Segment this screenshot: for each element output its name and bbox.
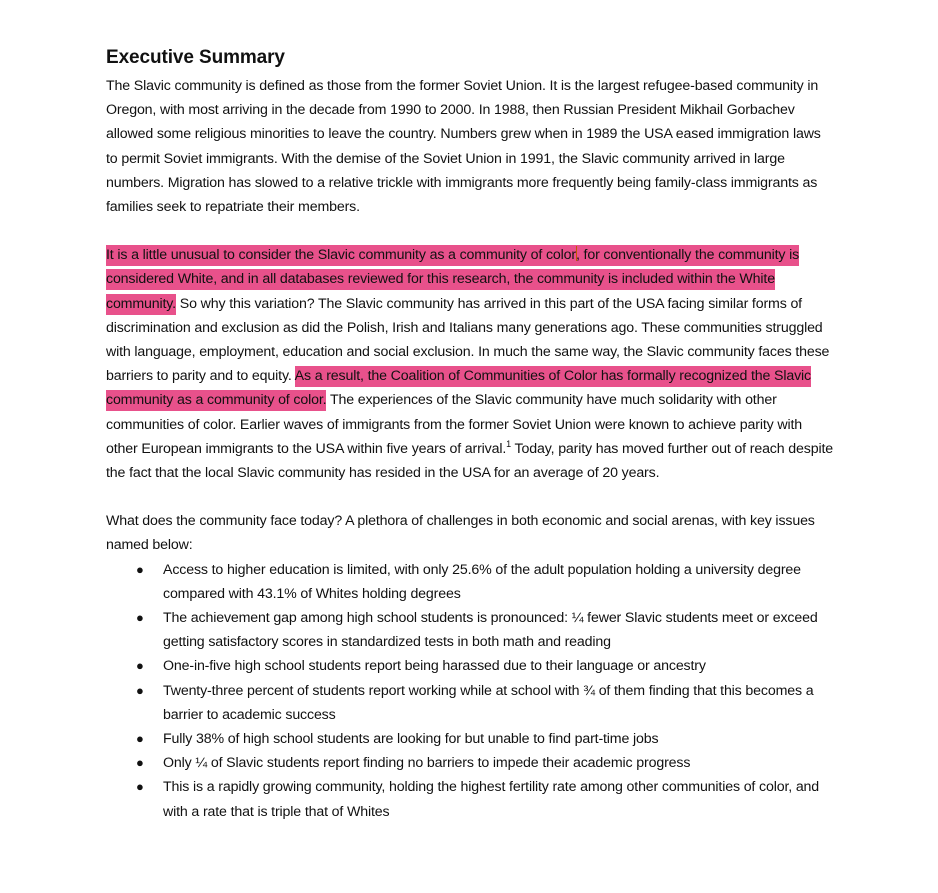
bullet-icon: ● [136,561,144,577]
paragraph-gap [106,219,834,243]
highlight-1-text-a: It is a little unusual to consider the Slavic community as a community of colo [106,247,572,264]
bullet-icon: ● [136,682,144,698]
list-item[interactable] [106,751,834,775]
paragraph-challenges[interactable]: What does the community face today? A plethora of challenges in both economic and social arenas, with key issues named below: [106,513,815,554]
list-item-text: Fully 38% of high school students are looking for but unable to find part-time jobs [163,731,659,748]
paragraph-gap [106,485,834,509]
list-item[interactable] [106,775,834,823]
bullet-icon: ● [136,779,144,795]
list-item-text: Twenty-three percent of students report working while at school with ¾ of them finding that this becomes a barrier to academic success [163,682,814,723]
bullet-icon: ● [136,731,144,747]
list-item-text: One-in-five high school students report being harassed due to their language or ancestry [163,658,706,675]
bullet-icon: ● [136,658,144,674]
paragraph-intro[interactable]: The Slavic community is defined as those from the former Soviet Union. It is the largest refugee-based community in Oregon, with most arriving in the decade from 1990 to 2000. In 1988, then Russian President Mikhail Gorbachev allowed some religious minorities to leave the country. Numbers grew when in 1989 the USA eased immigration laws to permit Soviet immigrants. With the demise of the Soviet Union in 1991, the Slavic community arrived in large numbers. Migration has slowed to a relative trickle with immigrants more frequently being family-class immigrants as families seek to repatriate their members. [106,78,821,216]
bullet-icon: ● [136,610,144,626]
document-page [106,45,834,824]
bullet-icon: ● [136,755,144,771]
paragraph-text-2: The experiences of the Slavic community have much solidarity with other communities of color. Earlier waves of immigrants from the former Soviet Union were known to achieve parity with other European immigrants to the USA within five years of arrival. [106,392,803,457]
list-item-text: This is a rapidly growing community, holding the highest fertility rate among other communities of color, and with a rate that is triple that of Whites [163,779,820,820]
list-item[interactable] [106,606,834,654]
paragraph-slavic-color[interactable] [106,243,834,485]
list-item[interactable] [106,679,834,727]
bullet-list [106,558,834,824]
page-title: Executive Summary [106,47,285,68]
highlight-2[interactable]: As a result, the Coalition of Communities of Color has formally recognized the Slavic community as a community of color. [106,366,811,411]
footnote-ref[interactable]: 1 [506,438,512,449]
highlight-1-text-c: , for conventionally the community is considered White, and in all databases reviewed for this research, the community is included within the White community. [106,247,800,312]
list-item[interactable] [106,558,834,606]
highlight-1-text-b: r [571,247,576,264]
list-item-text: The achievement gap among high school students is pronounced: ¼ fewer Slavic students meet or exceed getting satisfactory scores in standardized tests in both math and reading [163,610,818,651]
list-item-text: Only ¼ of Slavic students report finding no barriers to impede their academic progress [163,755,691,772]
list-item[interactable] [106,727,834,751]
list-item[interactable] [106,654,834,678]
paragraph-text-3: Today, parity has moved further out of reach despite the fact that the local Slavic community has resided in the USA for an average of 20 years. [106,440,833,482]
list-item-text: Access to higher education is limited, with only 25.6% of the adult population holding a university degree compared with 43.1% of Whites holding degrees [163,561,801,602]
paragraph-text-1: So why this variation? The Slavic community has arrived in this part of the USA facing similar forms of discrimination and exclusion as did the Polish, Irish and Italians many generations ago. These communities struggled with language, employment, education and social exclusion. In much the same way, the Slavic community faces these barriers to parity and to equity. [106,295,830,385]
